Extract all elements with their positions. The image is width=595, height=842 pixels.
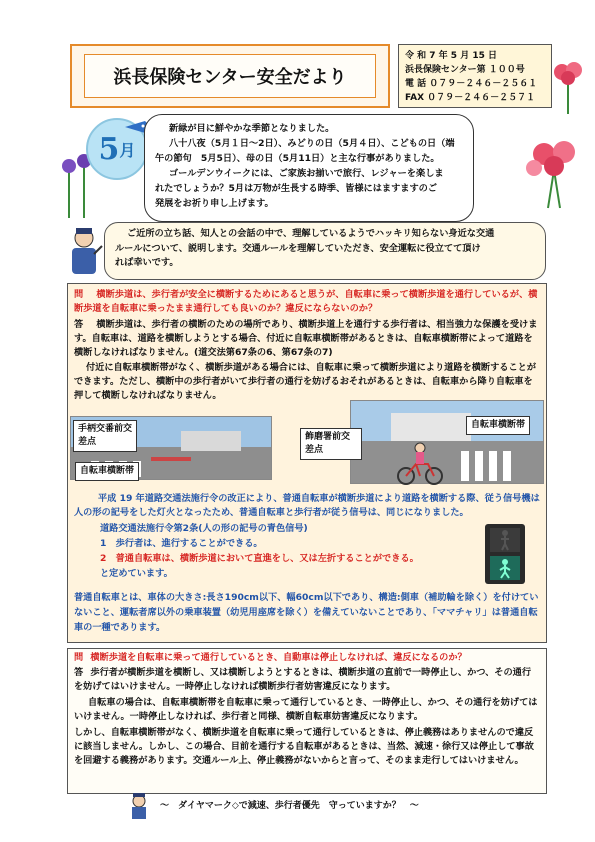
question-label: 問	[74, 652, 84, 663]
intro-line: 八十八夜（5月１日～2日）、みどりの日（5月４日）、こどもの日（端	[169, 138, 455, 149]
answer-1	[74, 318, 540, 360]
intro-line: 発展をお祈り申し上げます。	[155, 198, 274, 209]
law-item-2: 2 普通自転車は、横断歩道において直進をし、又は左折することができる。	[100, 553, 419, 564]
law-title: 道路交通法施行令第2条(人の形の記号の青色信号)	[100, 523, 308, 534]
label-tegara-intersection: 手柄交番前交差点	[73, 420, 137, 452]
rule-intro-line: ご近所の立ち話、知人との会話の中で、理解しているようでハッキリ知らない身近な交通	[127, 228, 495, 239]
rule-intro-line: ルールについて、説明します。交通ルールを理解していただき、安全運転に役立てて頂け	[115, 242, 481, 254]
definition-text: 普通自転車とは、車体の大きさ:長さ190cm以下、幅60cm以下であり、構造:側車（補助輪を除く）を付けていないこと、運転者席以外の乗車装置（幼児用座席を除く）を備えていないことであり、「ママチャリ」は普通自転車の一種であります。	[74, 592, 539, 633]
question-text: 横断歩道は、歩行者が安全に横断するためにあると思うが、自転車に乗って横断歩道を通行しているが、横断歩道を自転車に乗ったまま通行しても良いのか？違反にならないのか？	[74, 289, 538, 314]
month-unit: 月	[119, 140, 136, 160]
fax-number: FAX ０７９－２４６－２５７１	[405, 93, 536, 103]
law-item-1: 1 歩行者は、進行することができる。	[100, 538, 263, 549]
revision-note: 平成 19 年道路交通法施行令の改正により、普通自転車が横断歩道により道路を横断する際、従う信号機は人の形の記号をした灯火となったため、普通自転車と歩行者が従う信号は、同じになりました。	[74, 493, 540, 518]
issue-date: 令 和 7 年 5 月 15 日	[405, 51, 497, 61]
month-number: 5	[98, 131, 120, 167]
label-bicycle-crossing-right: 自転車横断帯	[466, 416, 530, 435]
question-1	[74, 288, 540, 316]
issue-info-box	[398, 44, 552, 108]
intro-line: 午の節句 5月5日）、母の日（5月11日）と主な行事がありました。	[155, 153, 440, 164]
answer-paragraph: 横断歩道は、歩行者の横断のための場所であり、横断歩道上を通行する歩行者は、相当強力な保護を受けます。自転車は、道路を横断しようとする場合、付近に自転車横断帯があるときは、自転車横断帯によって道路を横断しなければなりません。(道交法第67条の6、第67条の7)	[74, 319, 538, 358]
intersection-photo-right	[350, 400, 544, 484]
answer-2-paragraph-2: 自転車の場合は、自転車横断帯を自転車に乗って通行しているとき、一時停止し、かつ、その通行を妨げてはいけません。一時停止しなければ、歩行者と同様、横断自転車妨害違反になります。	[74, 697, 538, 722]
pedestrian-signal-icon	[483, 522, 527, 586]
intro-line: ゴールデンウイークには、ご家族お揃いで旅行、レジャーを楽しま	[169, 168, 444, 179]
rule-intro-bubble	[104, 222, 546, 280]
cyclist-icon	[396, 440, 444, 486]
presenter-icon	[64, 226, 104, 278]
issue-number: 浜長保険センター第 １００号	[405, 65, 525, 75]
law-end: と定めています。	[100, 568, 173, 579]
carnation-bouquet-icon	[518, 130, 590, 210]
intro-line: 新緑が目に鮮やかな季節となりました。	[169, 123, 335, 134]
question-text: 横断歩道を自転車に乗って通行しているとき、自動車は停止しなければ、違反になるのか？	[90, 652, 467, 663]
intro-greeting	[144, 114, 474, 222]
question-2	[74, 651, 540, 665]
answer-2-paragraph-3: しかし、自転車横断帯がなく、横断歩道を自転車に乗って通行しているときは、停止義務はありませんので違反に該当しません。しかし、この場合、目前を通行する自転車があるときは、当然、減速・徐行又は停止して事故を回避する義務があります。交通ルール上、停止義務がないからと言って、そのまま走行してはいけません。	[74, 727, 534, 766]
answer-2	[74, 666, 540, 694]
footer-slogan: ～ ダイヤマーク◇で減速、歩行者優先 守っていますか？ ～	[160, 801, 419, 811]
label-shikama-intersection: 飾磨署前交差点	[300, 428, 362, 460]
bicycle-definition	[74, 590, 540, 635]
answer-label: 答	[74, 319, 84, 330]
intro-line: れたでしょうか？5月は万物が生長する時季、皆様にはますますのご	[155, 183, 438, 194]
title-box	[70, 44, 390, 108]
label-bicycle-crossing-left: 自転車横断帯	[75, 462, 139, 481]
answer-paragraph: 歩行者が横断歩道を横断し、又は横断しようとするときは、横断歩道の直前で一時停止し、かつ、その通行を妨げてはいけません。一時停止しなければ横断歩行者妨害違反になります。	[74, 667, 532, 692]
answer-label: 答	[74, 667, 84, 678]
phone-number: 電 話 ０７９－２４６－２５６１	[405, 79, 538, 89]
rule-intro-line: れば幸いです。	[115, 257, 179, 268]
officer-icon	[128, 792, 150, 820]
answer-1-paragraph-2: 付近に自転車横断帯がなく、横断歩道がある場合には、自転車に乗って横断歩道により道路を横断することができます。ただし、横断中の歩行者がいて歩行者の通行を妨げるおそれがあるときは、自転車から降り自転車を押して横断しなければなりません。	[74, 362, 537, 401]
carnation-icon	[548, 56, 588, 116]
newsletter-title: 浜長保険センター安全だより	[84, 54, 375, 98]
question-label: 問	[74, 289, 84, 300]
